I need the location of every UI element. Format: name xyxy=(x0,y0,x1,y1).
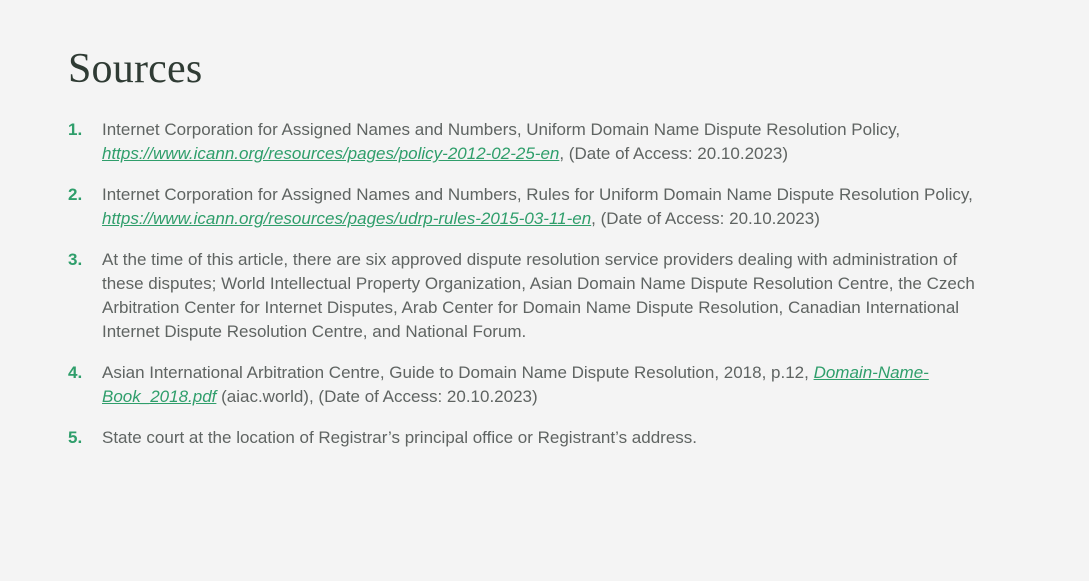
source-text-fragment: At the time of this article, there are six approved dispute resolution service providers dealing with administration of these disputes; World Intellectual Property Organization, Asian Domain Name Dispute Resolution Centre, the Czech Arbitration Center for Internet Disputes, Arab Center for Domain Name Dispute Resolution, Canadian International Internet Dispute Resolution Centre, and National Forum. xyxy=(102,250,975,342)
source-number: 2. xyxy=(68,185,83,205)
source-text xyxy=(102,361,997,409)
source-list-item xyxy=(68,183,1029,231)
source-text-fragment: , (Date of Access: 20.10.2023) xyxy=(559,144,789,164)
source-text xyxy=(102,183,997,231)
source-text xyxy=(102,248,997,344)
source-link[interactable]: https://www.icann.org/resources/pages/udrp-rules-2015-03-11-en xyxy=(102,209,592,229)
source-text-fragment: Asian International Arbitration Centre, Guide to Domain Name Dispute Resolution, 2018, p.12, xyxy=(102,363,814,383)
source-list-item xyxy=(68,248,1029,344)
source-list-item xyxy=(68,361,1029,409)
source-text-fragment: Internet Corporation for Assigned Names and Numbers, Uniform Domain Name Dispute Resolution Policy, xyxy=(102,120,901,140)
source-number: 4. xyxy=(68,363,83,383)
source-text-fragment: Internet Corporation for Assigned Names and Numbers, Rules for Uniform Domain Name Dispute Resolution Policy, xyxy=(102,185,973,205)
source-number: 5. xyxy=(68,428,83,448)
source-text xyxy=(102,426,997,450)
page-title: Sources xyxy=(68,46,203,92)
source-number: 1. xyxy=(68,120,83,140)
source-link[interactable]: Domain-Name-Book_2018.pdf xyxy=(102,363,929,407)
source-number: 3. xyxy=(68,250,83,270)
source-text-fragment: (aiac.world), (Date of Access: 20.10.2023) xyxy=(216,387,538,407)
source-list-item xyxy=(68,118,1029,166)
source-text-fragment: State court at the location of Registrar’s principal office or Registrant’s address. xyxy=(102,428,697,448)
source-link[interactable]: https://www.icann.org/resources/pages/policy-2012-02-25-en xyxy=(102,144,560,164)
sources-list xyxy=(68,118,1029,450)
source-text xyxy=(102,118,997,166)
source-text-fragment: , (Date of Access: 20.10.2023) xyxy=(591,209,820,229)
source-list-item xyxy=(68,426,1029,450)
